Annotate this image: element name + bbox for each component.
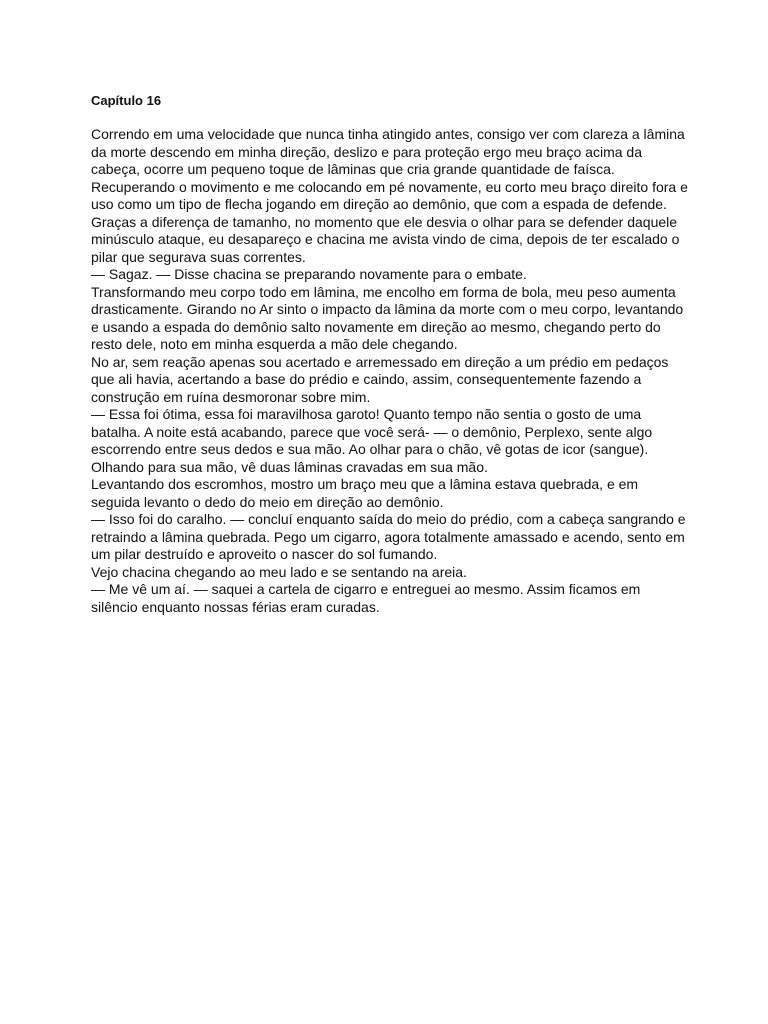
paragraph: Transformando meu corpo todo em lâmina, me encolho em forma de bola, meu peso aumenta drasticamente. Girando no Ar sinto o impacto da lâmina da morte com o meu corpo, levantando e usando a espada do demônio salto novamente em direção ao mesmo, chegando perto do resto dele, noto em minha esquerda a mão dele chegando. [91,283,684,352]
dialogue-line: — Me vê um aí. — saquei a cartela de cigarro e entreguei ao mesmo. Assim ficamos em silêncio enquanto nossas férias eram curadas. [91,581,641,615]
chapter-body [91,126,689,616]
paragraph: Levantando dos escromhos, mostro um braço meu que a lâmina estava quebrada, e em seguida levanto o dedo do meio em direção ao demônio. [91,476,639,510]
dialogue-line: — Sagaz. — Disse chacina se preparando novamente para o embate. [91,266,527,282]
paragraph: Recuperando o movimento e me colocando em pé novamente, eu corto meu braço direito fora e uso como um tipo de flecha jogando em direção ao demônio, que com a espada de defende. [91,178,688,212]
paragraph: Vejo chacina chegando ao meu lado e se sentando na areia. [91,563,467,580]
paragraph: Correndo em uma velocidade que nunca tinha atingido antes, consigo ver com clareza a lâmina da morte descendo em minha direção, deslizo e para proteção ergo meu braço acima da cabeça, ocorre um pequeno toque de lâminas que cria grande quantidade de faísca. [91,126,685,177]
dialogue-line: — Essa foi ótima, essa foi maravilhosa garoto! Quanto tempo não sentia o gosto de uma batalha. A noite está acabando, parece que você será- — o demônio, Perplexo, sente algo escorrendo entre seus dedos e sua mão. Ao olhar para o chão, vê gotas de icor (sangue). Olhando para sua mão, vê duas lâminas cravadas em sua mão. [91,406,653,475]
chapter-title: Capítulo 16 [91,93,162,108]
paragraph: No ar, sem reação apenas sou acertado e arremessado em direção a um prédio em pedaços que ali havia, acertando a base do prédio e caindo, assim, consequentemente fazendo a construção em ruína desmoronar sobre mim. [91,353,669,405]
dialogue-line: — Isso foi do caralho. — concluí enquanto saída do meio do prédio, com a cabeça sangrando e retraindo a lâmina quebrada. Pego um cigarro, agora totalmente amassado e acendo, sento em um pilar destruído e aproveito o nascer do sol fumando. [91,511,686,562]
document-content [91,92,689,616]
paragraph: Graças a diferença de tamanho, no momento que ele desvia o olhar para se defender daquele minúsculo ataque, eu desapareço e chacina me avista vindo de cima, depois de ter escalado o pilar que segurava suas correntes. [91,213,680,265]
